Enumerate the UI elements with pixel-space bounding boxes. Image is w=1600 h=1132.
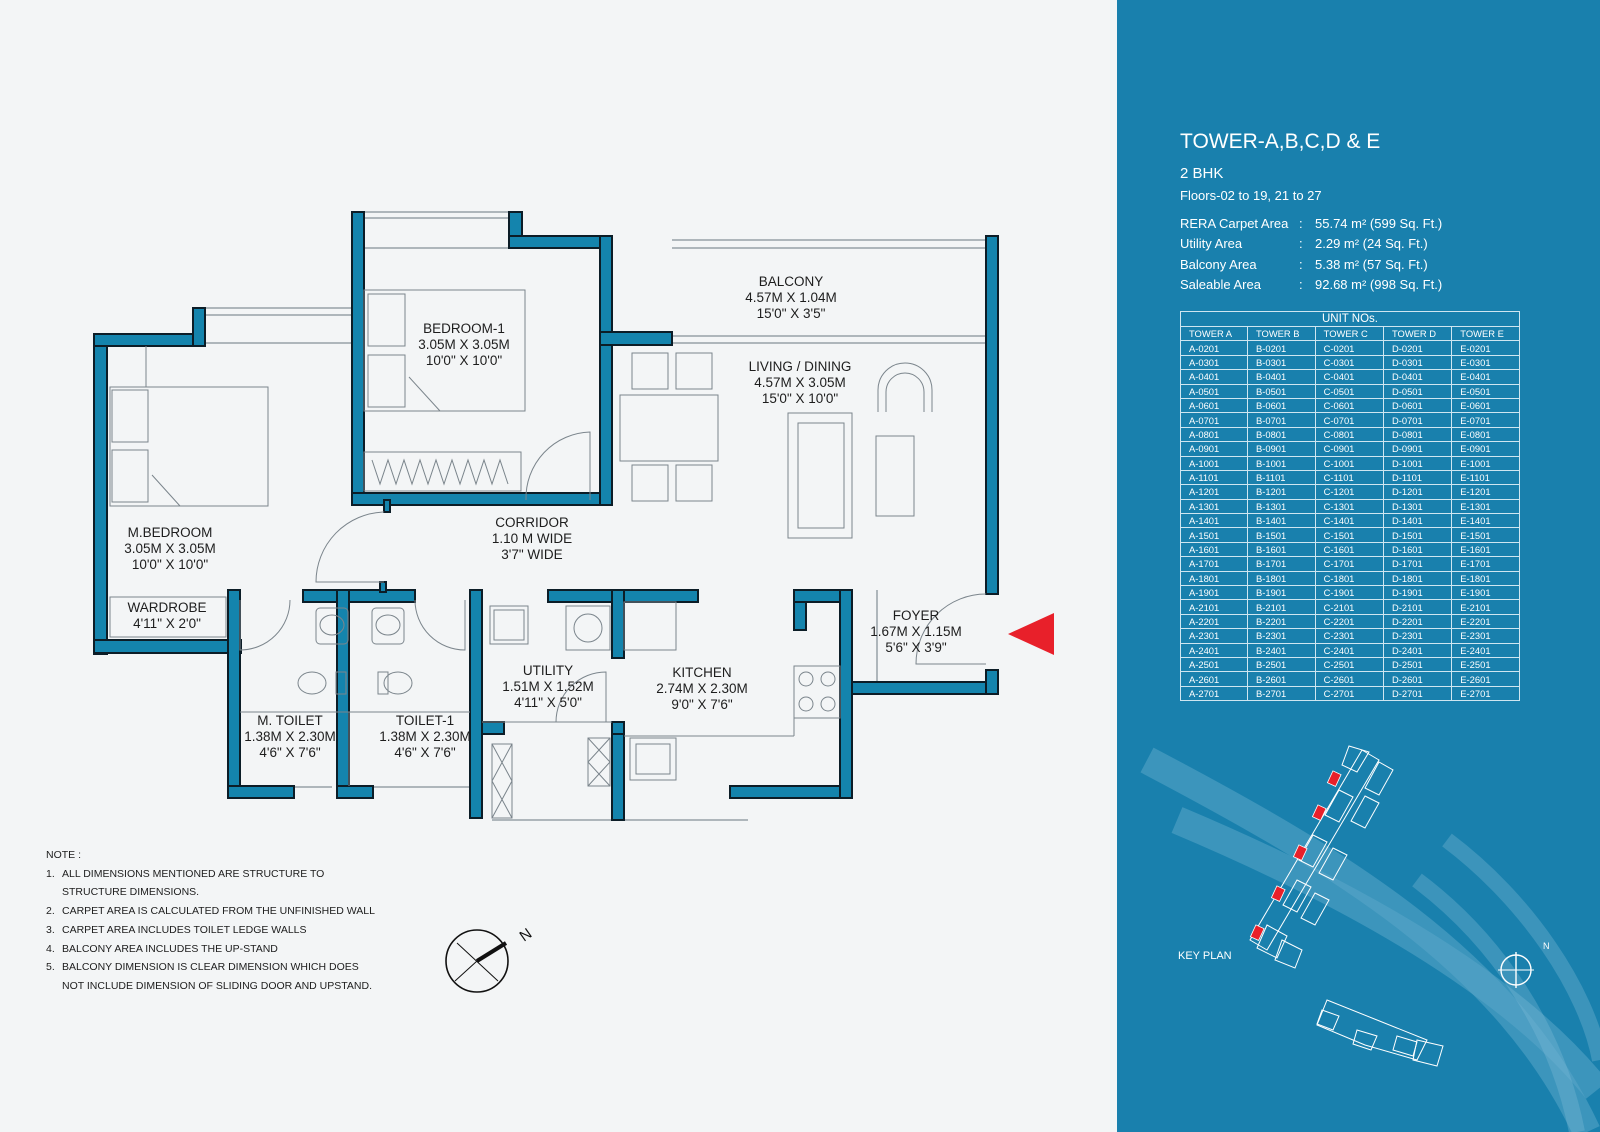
entry-arrow-icon [1008, 613, 1054, 655]
unit-number-cell: C-2601 [1315, 672, 1383, 686]
notes [46, 846, 375, 996]
area-row [1180, 234, 1442, 255]
unit-number-cell: A-1101 [1181, 470, 1248, 484]
unit-number-cell: A-0301 [1181, 355, 1248, 369]
note-number: 5. [46, 961, 55, 974]
unit-number-cell: C-0301 [1315, 355, 1383, 369]
unit-number-cell: C-1601 [1315, 542, 1383, 556]
unit-number-cell: E-2201 [1452, 614, 1520, 628]
unit-number-cell: C-1901 [1315, 586, 1383, 600]
unit-column-header: TOWER D [1383, 327, 1451, 341]
toilet1-dim-ft: 4'6" X 7'6" [394, 745, 456, 760]
unit-number-cell: C-2101 [1315, 600, 1383, 614]
toilet1-dim-m: 1.38M X 2.30M [379, 729, 471, 744]
table-row [1181, 571, 1520, 585]
unit-number-cell: D-0401 [1383, 370, 1451, 384]
note-line [46, 865, 375, 884]
area-colon: : [1299, 236, 1303, 252]
unit-number-cell: A-1601 [1181, 542, 1248, 556]
unit-number-cell: B-1901 [1247, 586, 1315, 600]
unit-number-cell: B-0801 [1247, 427, 1315, 441]
table-row [1181, 514, 1520, 528]
unit-number-cell: C-2401 [1315, 643, 1383, 657]
unit-number-cell: C-1701 [1315, 557, 1383, 571]
unit-number-cell: A-2401 [1181, 643, 1248, 657]
unit-number-cell: D-0901 [1383, 442, 1451, 456]
unit-number-cell: B-2601 [1247, 672, 1315, 686]
unit-number-cell: A-0701 [1181, 413, 1248, 427]
note-number: 1. [46, 867, 55, 880]
area-colon: : [1299, 277, 1303, 293]
note-text: BALCONY DIMENSION IS CLEAR DIMENSION WHICH DOES [62, 961, 359, 974]
unit-number-cell: E-0901 [1452, 442, 1520, 456]
mtoilet-label: M. TOILET [257, 713, 323, 728]
unit-number-cell: B-1601 [1247, 542, 1315, 556]
area-row [1180, 254, 1442, 275]
table-row [1181, 499, 1520, 513]
unit-number-cell: B-2101 [1247, 600, 1315, 614]
table-row [1181, 686, 1520, 700]
table-row [1181, 629, 1520, 643]
unit-number-cell: D-1101 [1383, 470, 1451, 484]
table-row [1181, 485, 1520, 499]
note-number: 3. [46, 923, 55, 936]
unit-number-cell: B-0601 [1247, 398, 1315, 412]
balcony-dim-ft: 15'0" X 3'5" [756, 306, 826, 321]
balcony-label: BALCONY [758, 274, 824, 289]
table-row [1181, 586, 1520, 600]
unit-number-cell: C-1401 [1315, 514, 1383, 528]
unit-number-cell: A-0901 [1181, 442, 1248, 456]
area-value: 92.68 m² (998 Sq. Ft.) [1315, 277, 1443, 293]
unit-number-cell: A-0801 [1181, 427, 1248, 441]
table-row [1181, 442, 1520, 456]
note-text: CARPET AREA INCLUDES TOILET LEDGE WALLS [62, 923, 307, 936]
notes-title: NOTE : [46, 849, 82, 861]
living-dim-ft: 15'0" X 10'0" [761, 391, 839, 406]
unit-number-cell: B-1701 [1247, 557, 1315, 571]
unit-number-cell: E-1901 [1452, 586, 1520, 600]
table-row [1181, 657, 1520, 671]
unit-number-cell: A-2701 [1181, 686, 1248, 700]
area-row [1180, 275, 1442, 296]
unit-number-cell: E-1501 [1452, 528, 1520, 542]
unit-number-cell: A-1301 [1181, 499, 1248, 513]
unit-number-cell: E-1301 [1452, 499, 1520, 513]
area-label: RERA Carpet Area [1180, 215, 1289, 231]
unit-type: 2 BHK [1180, 165, 1224, 182]
corridor-dim-ft: 3'7" WIDE [501, 547, 563, 562]
unit-number-cell: E-2401 [1452, 643, 1520, 657]
note-text: CARPET AREA IS CALCULATED FROM THE UNFINISHED WALL [62, 905, 375, 918]
unit-number-cell: D-1301 [1383, 499, 1451, 513]
wardrobe-label: WARDROBE [127, 600, 207, 615]
unit-number-cell: D-0201 [1383, 341, 1451, 355]
unit-column-header: TOWER C [1315, 327, 1383, 341]
unit-number-cell: E-1101 [1452, 470, 1520, 484]
note-line [46, 977, 375, 996]
foyer-dim-ft: 5'6" X 3'9" [885, 640, 947, 655]
note-text: NOT INCLUDE DIMENSION OF SLIDING DOOR AND UPSTAND. [62, 979, 372, 992]
bedroom1-label: BEDROOM-1 [423, 321, 505, 336]
unit-number-cell: A-2201 [1181, 614, 1248, 628]
unit-number-cell: A-0201 [1181, 341, 1248, 355]
unit-number-cell: D-2501 [1383, 657, 1451, 671]
note-line [46, 902, 375, 921]
corridor-dim-m: 1.10 M WIDE [491, 531, 573, 546]
area-value: 55.74 m² (599 Sq. Ft.) [1315, 215, 1443, 231]
unit-number-cell: C-1001 [1315, 456, 1383, 470]
unit-number-cell: D-1201 [1383, 485, 1451, 499]
kitchen-dim-ft: 9'0" X 7'6" [671, 697, 733, 712]
compass-icon [446, 925, 535, 992]
unit-number-cell: A-0401 [1181, 370, 1248, 384]
table-row [1181, 557, 1520, 571]
unit-number-cell: D-0501 [1383, 384, 1451, 398]
note-text: STRUCTURE DIMENSIONS. [62, 886, 200, 899]
unit-number-cell: D-1601 [1383, 542, 1451, 556]
unit-number-cell: B-1401 [1247, 514, 1315, 528]
unit-number-cell: B-0201 [1247, 341, 1315, 355]
area-value: 5.38 m² (57 Sq. Ft.) [1315, 256, 1428, 272]
area-row [1180, 213, 1442, 234]
unit-number-cell: B-0901 [1247, 442, 1315, 456]
note-line [46, 883, 375, 902]
note-line [46, 921, 375, 940]
unit-number-cell: A-0501 [1181, 384, 1248, 398]
table-row [1181, 614, 1520, 628]
unit-column-header: TOWER E [1452, 327, 1520, 341]
table-row [1181, 672, 1520, 686]
table-row [1181, 355, 1520, 369]
floors-text: Floors-02 to 19, 21 to 27 [1180, 188, 1322, 203]
mtoilet-dim-m: 1.38M X 2.30M [244, 729, 336, 744]
bedroom1-dim-ft: 10'0" X 10'0" [425, 353, 503, 368]
unit-number-cell: C-1501 [1315, 528, 1383, 542]
unit-number-cell: D-1901 [1383, 586, 1451, 600]
unit-number-cell: E-0701 [1452, 413, 1520, 427]
kitchen-label: KITCHEN [672, 665, 732, 680]
unit-number-cell: B-0401 [1247, 370, 1315, 384]
note-number [46, 883, 62, 902]
utility-label: UTILITY [522, 663, 574, 678]
room-labels [124, 274, 962, 760]
living-label: LIVING / DINING [748, 359, 852, 374]
unit-number-cell: D-1501 [1383, 528, 1451, 542]
area-label: Saleable Area [1180, 277, 1261, 293]
utility-dim-ft: 4'11" X 5'0" [514, 695, 582, 710]
area-table [1180, 213, 1442, 295]
unit-number-cell: A-1801 [1181, 571, 1248, 585]
unit-number-cell: D-0301 [1383, 355, 1451, 369]
unit-number-cell: C-0401 [1315, 370, 1383, 384]
unit-number-cell: C-2501 [1315, 657, 1383, 671]
unit-number-cell: C-1201 [1315, 485, 1383, 499]
note-number [46, 977, 62, 996]
unit-column-header: TOWER A [1181, 327, 1248, 341]
unit-number-cell: A-2501 [1181, 657, 1248, 671]
north-label: N [1543, 941, 1550, 951]
unit-number-cell: B-2201 [1247, 614, 1315, 628]
unit-number-cell: B-2501 [1247, 657, 1315, 671]
toilet1-label: TOILET-1 [395, 713, 455, 728]
unit-number-cell: D-1801 [1383, 571, 1451, 585]
unit-number-cell: B-0701 [1247, 413, 1315, 427]
unit-number-cell: D-1401 [1383, 514, 1451, 528]
bedroom1-dim-m: 3.05M X 3.05M [418, 337, 510, 352]
unit-number-cell: E-2601 [1452, 672, 1520, 686]
unit-number-cell: A-2601 [1181, 672, 1248, 686]
unit-number-cell: B-1101 [1247, 470, 1315, 484]
living-dim-m: 4.57M X 3.05M [754, 375, 846, 390]
note-number: 2. [46, 905, 55, 918]
unit-table-header [1181, 327, 1520, 341]
unit-number-cell: A-2301 [1181, 629, 1248, 643]
unit-number-cell: C-2301 [1315, 629, 1383, 643]
unit-number-cell: D-2201 [1383, 614, 1451, 628]
unit-column-header: TOWER B [1247, 327, 1315, 341]
unit-number-cell: B-1001 [1247, 456, 1315, 470]
note-line [46, 940, 375, 959]
utility-dim-m: 1.51M X 1.52M [502, 679, 594, 694]
unit-number-cell: A-1901 [1181, 586, 1248, 600]
unit-number-cell: C-1801 [1315, 571, 1383, 585]
table-row [1181, 398, 1520, 412]
unit-number-cell: D-0701 [1383, 413, 1451, 427]
table-row [1181, 643, 1520, 657]
table-row [1181, 427, 1520, 441]
table-row [1181, 384, 1520, 398]
unit-number-cell: E-0301 [1452, 355, 1520, 369]
unit-number-cell: E-2701 [1452, 686, 1520, 700]
area-label: Utility Area [1180, 236, 1243, 252]
unit-number-cell: E-2101 [1452, 600, 1520, 614]
unit-number-cell: D-1701 [1383, 557, 1451, 571]
unit-number-cell: B-0301 [1247, 355, 1315, 369]
unit-number-cell: A-1701 [1181, 557, 1248, 571]
unit-number-cell: E-1201 [1452, 485, 1520, 499]
unit-number-cell: B-1801 [1247, 571, 1315, 585]
unit-number-cell: B-1501 [1247, 528, 1315, 542]
unit-number-cell: E-0201 [1452, 341, 1520, 355]
unit-number-cell: D-0601 [1383, 398, 1451, 412]
unit-number-cell: C-0501 [1315, 384, 1383, 398]
mbedroom-dim-ft: 10'0" X 10'0" [131, 557, 209, 572]
unit-number-cell: D-2601 [1383, 672, 1451, 686]
unit-number-cell: C-2701 [1315, 686, 1383, 700]
unit-number-cell: A-1001 [1181, 456, 1248, 470]
unit-number-cell: C-0901 [1315, 442, 1383, 456]
unit-number-cell: E-1601 [1452, 542, 1520, 556]
table-row [1181, 470, 1520, 484]
area-label: Balcony Area [1180, 256, 1257, 272]
mbedroom-dim-m: 3.05M X 3.05M [124, 541, 216, 556]
table-row [1181, 413, 1520, 427]
svg-text:N: N [516, 925, 536, 946]
unit-numbers-table [1180, 311, 1520, 701]
unit-number-cell: B-2301 [1247, 629, 1315, 643]
table-row [1181, 456, 1520, 470]
balcony-dim-m: 4.57M X 1.04M [745, 290, 837, 305]
table-row [1181, 600, 1520, 614]
tower-title: TOWER-A,B,C,D & E [1180, 130, 1381, 153]
key-plan-label: KEY PLAN [1178, 950, 1232, 962]
kitchen-dim-m: 2.74M X 2.30M [656, 681, 748, 696]
unit-number-cell: E-2501 [1452, 657, 1520, 671]
unit-number-cell: C-0801 [1315, 427, 1383, 441]
unit-number-cell: C-0701 [1315, 413, 1383, 427]
note-number: 4. [46, 942, 55, 955]
unit-number-cell: E-0601 [1452, 398, 1520, 412]
unit-number-cell: C-1101 [1315, 470, 1383, 484]
unit-number-cell: E-0501 [1452, 384, 1520, 398]
unit-number-cell: D-1001 [1383, 456, 1451, 470]
unit-number-cell: E-1001 [1452, 456, 1520, 470]
unit-number-cell: E-2301 [1452, 629, 1520, 643]
table-row [1181, 370, 1520, 384]
unit-table-caption: UNIT NOs. [1181, 312, 1520, 327]
unit-number-cell: D-2101 [1383, 600, 1451, 614]
wardrobe-dim-ft: 4'11" X 2'0" [133, 616, 201, 631]
note-text: BALCONY AREA INCLUDES THE UP-STAND [62, 942, 278, 955]
mbedroom-label: M.BEDROOM [127, 525, 213, 540]
unit-number-cell: D-2401 [1383, 643, 1451, 657]
table-row [1181, 528, 1520, 542]
foyer-dim-m: 1.67M X 1.15M [870, 624, 962, 639]
note-text: ALL DIMENSIONS MENTIONED ARE STRUCTURE TO [62, 867, 325, 880]
unit-number-cell: B-1301 [1247, 499, 1315, 513]
unit-number-cell: C-0201 [1315, 341, 1383, 355]
unit-number-cell: D-0801 [1383, 427, 1451, 441]
unit-number-cell: D-2301 [1383, 629, 1451, 643]
unit-number-cell: E-1401 [1452, 514, 1520, 528]
notes-list [46, 865, 375, 996]
info-panel [1117, 0, 1600, 1132]
foyer-label: FOYER [892, 608, 940, 623]
area-colon: : [1299, 215, 1303, 231]
unit-number-cell: B-2401 [1247, 643, 1315, 657]
unit-number-cell: C-2201 [1315, 614, 1383, 628]
unit-number-cell: A-1401 [1181, 514, 1248, 528]
unit-number-cell: A-1201 [1181, 485, 1248, 499]
unit-number-cell: E-0801 [1452, 427, 1520, 441]
corridor-label: CORRIDOR [495, 515, 569, 530]
note-line [46, 958, 375, 977]
unit-number-cell: B-1201 [1247, 485, 1315, 499]
unit-number-cell: E-1801 [1452, 571, 1520, 585]
unit-number-cell: C-1301 [1315, 499, 1383, 513]
table-row [1181, 341, 1520, 355]
unit-number-cell: E-1701 [1452, 557, 1520, 571]
unit-number-cell: B-2701 [1247, 686, 1315, 700]
area-colon: : [1299, 256, 1303, 272]
unit-number-cell: C-0601 [1315, 398, 1383, 412]
unit-number-cell: B-0501 [1247, 384, 1315, 398]
unit-number-cell: A-2101 [1181, 600, 1248, 614]
mtoilet-dim-ft: 4'6" X 7'6" [259, 745, 321, 760]
unit-number-cell: A-1501 [1181, 528, 1248, 542]
unit-number-cell: A-0601 [1181, 398, 1248, 412]
area-value: 2.29 m² (24 Sq. Ft.) [1315, 236, 1428, 252]
table-row [1181, 542, 1520, 556]
unit-number-cell: D-2701 [1383, 686, 1451, 700]
unit-number-cell: E-0401 [1452, 370, 1520, 384]
